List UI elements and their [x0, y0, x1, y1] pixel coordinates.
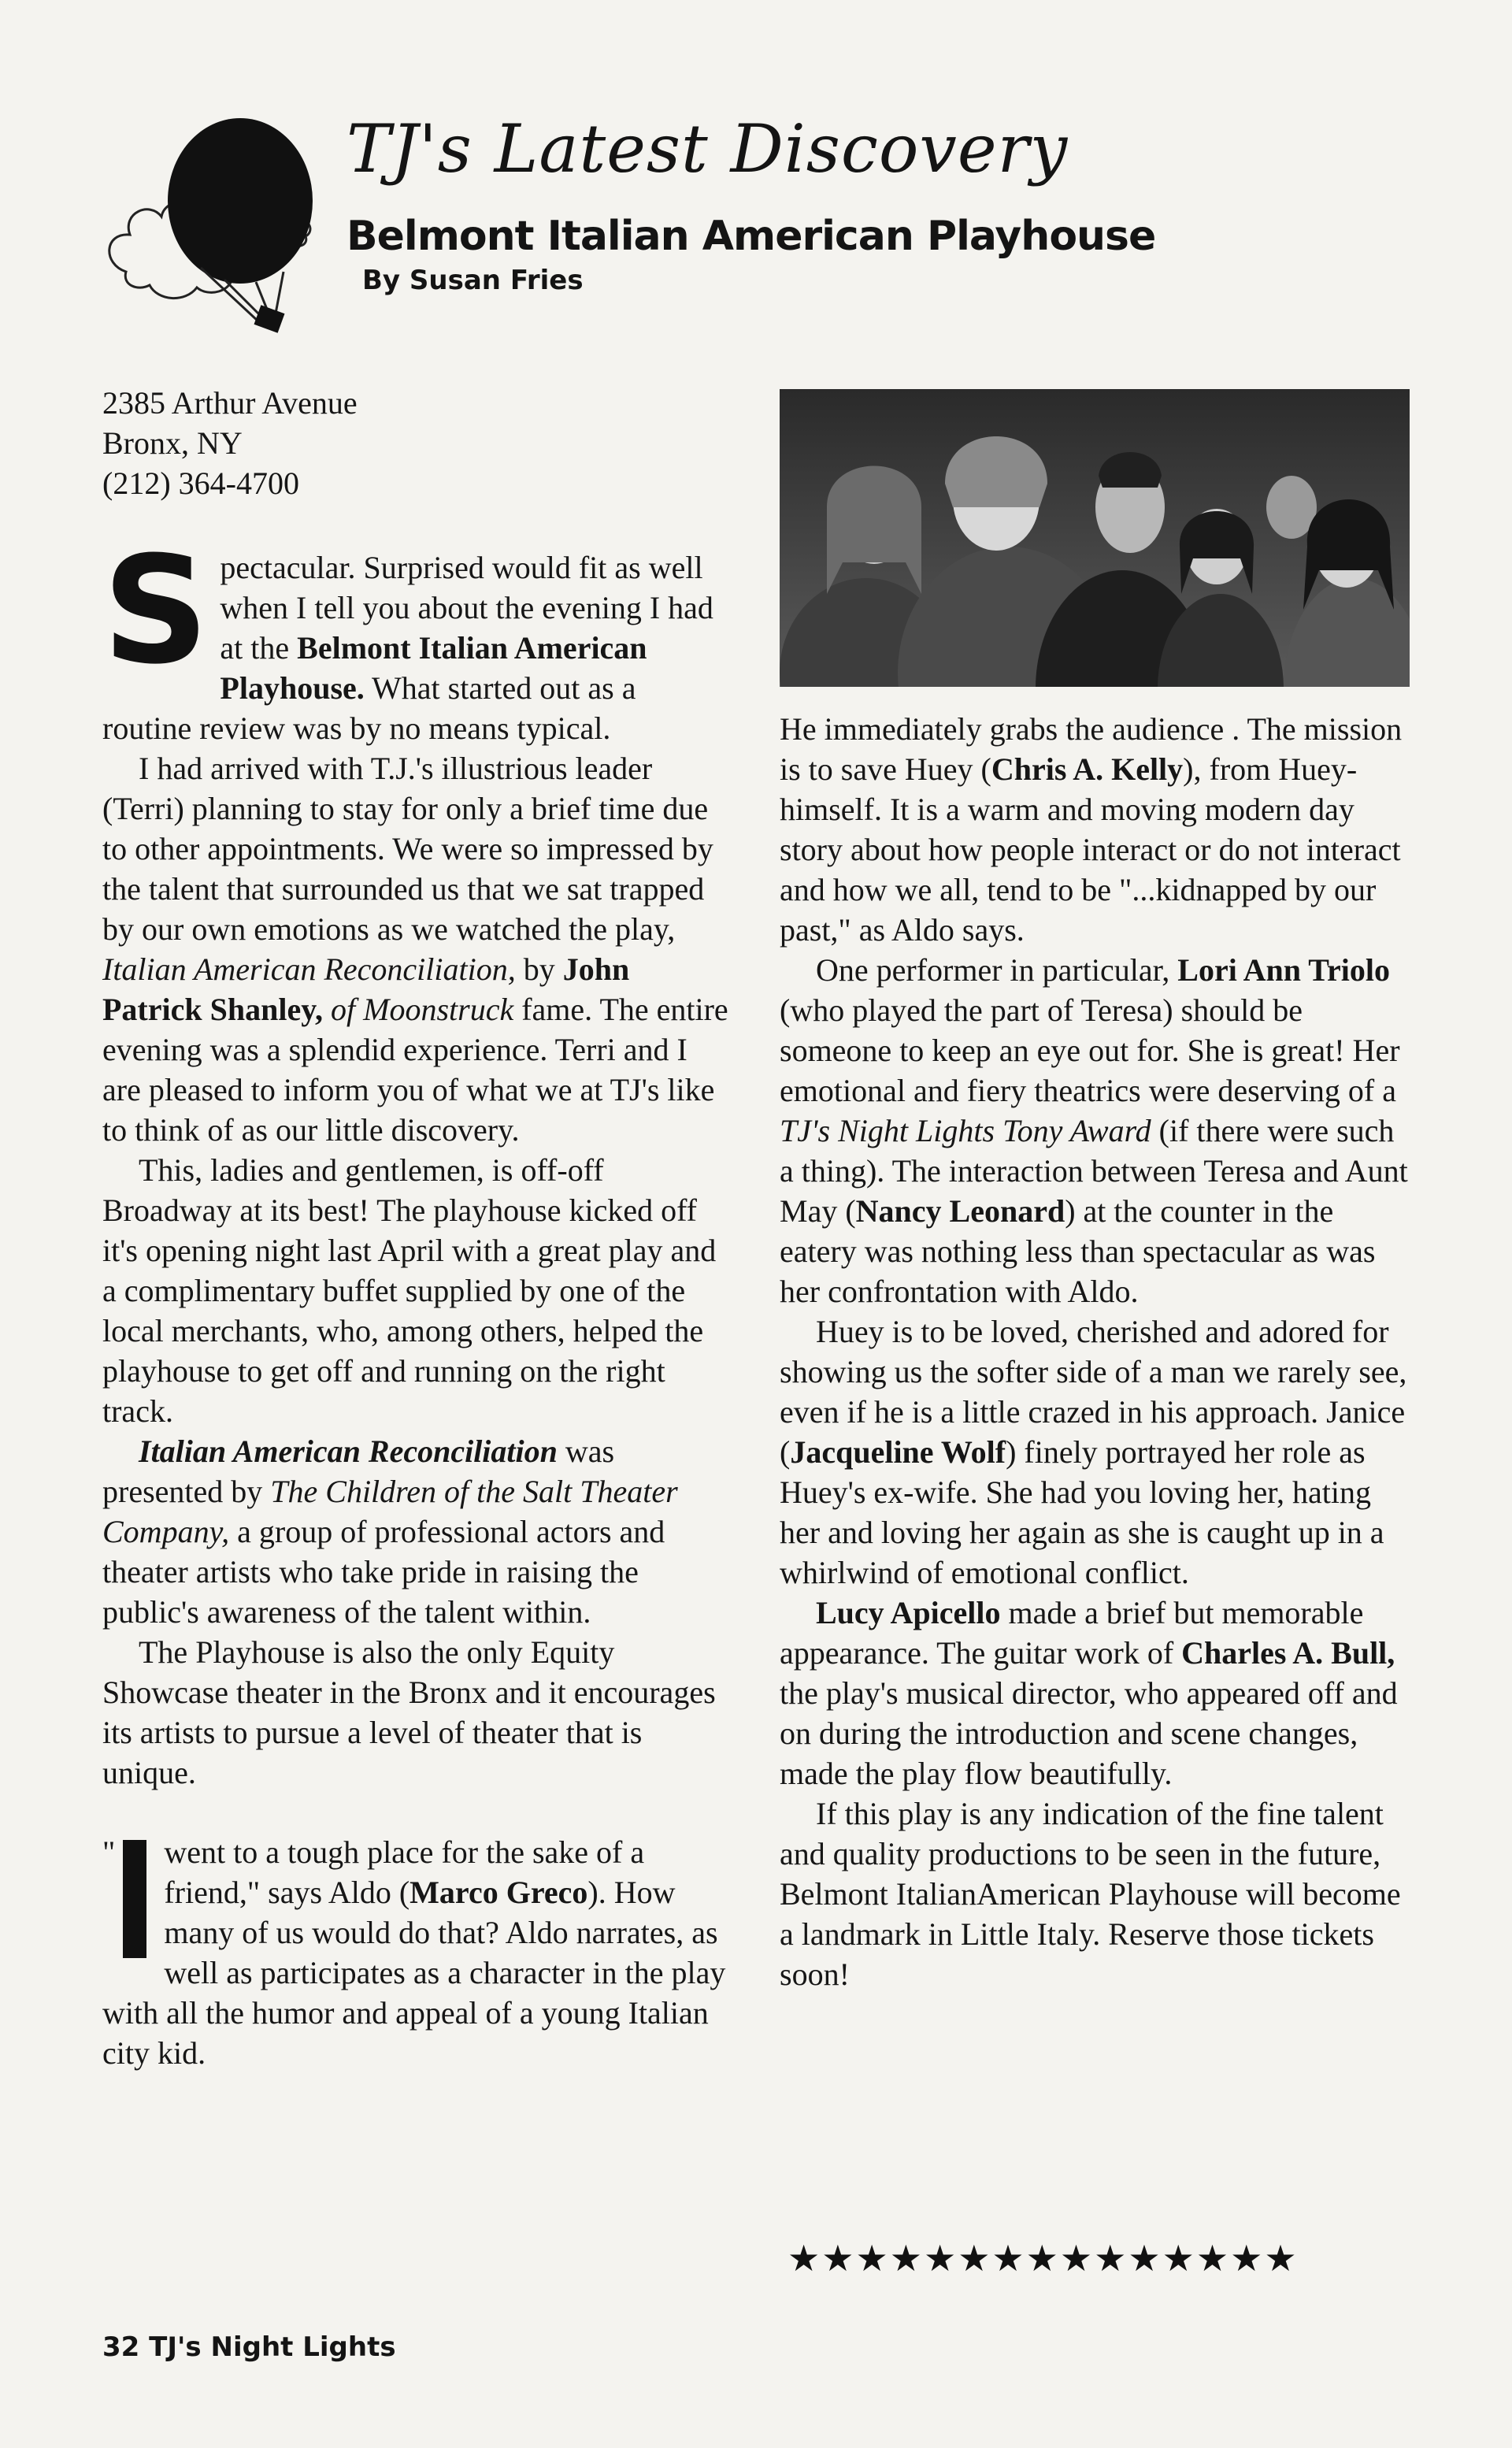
company-name: The Children of the Salt Theater Company,	[102, 1474, 678, 1549]
text-span: made a brief but memorable appearance. The guitar work of	[780, 1595, 1364, 1671]
address-street: 2385 Arthur Avenue	[102, 385, 358, 421]
text-span: a group of professional actors and theater artists who take pride in raising the public's awareness of the talent within.	[102, 1514, 665, 1630]
text-span: fame. The entire evening was a splendid experience. Terri and I are pleased to inform you of what we at TJ's like to think of as our little discovery.	[102, 992, 728, 1148]
text-span	[323, 992, 331, 1027]
paragraph-11: If this play is any indication of the fine talent and quality productions to be seen in the future, Belmont ItalianAmerican Playhouse will become a landmark in Little Italy. Reserve those tickets soon!	[780, 1796, 1401, 1992]
text-span: He immediately grabs the audience . The mission is to save Huey (	[780, 711, 1403, 787]
article-byline: By Susan Fries	[362, 265, 584, 296]
text-span: ) at the counter in the eatery was nothing less than spectacular as was her confrontation with Aldo.	[780, 1193, 1376, 1309]
paragraph-5: The Playhouse is also the only Equity Showcase theater in the Bronx and it encourages its artists to pursue a level of theater that is unique.	[102, 1634, 716, 1790]
paragraph-6	[102, 1832, 732, 2073]
star-rating-row: ★★★★★★★★★★★★★★★	[788, 2237, 1299, 2279]
drop-cap-i	[123, 1840, 146, 1958]
text-span: (if there were such a thing). The interaction between Teresa and Aunt May (	[780, 1113, 1408, 1229]
article-title: TJ's Latest Discovery	[346, 110, 1069, 187]
paragraph-8	[780, 950, 1410, 1311]
address-phone: (212) 364-4700	[102, 465, 299, 501]
text-span: was presented by	[102, 1434, 615, 1509]
paragraph-9	[780, 1311, 1410, 1593]
text-span: by	[515, 951, 563, 987]
cast-photo	[780, 389, 1410, 687]
actor-name: Nancy Leonard	[855, 1193, 1065, 1229]
actor-name: Lori Ann Triolo	[1177, 952, 1390, 988]
text-span: the play's musical director, who appeared off and on during the introduction and scene changes, made the play flow beautifully.	[780, 1675, 1398, 1791]
text-span: ), from Huey-himself. It is a warm and moving modern day story about how people interact or do not interact and how we all, tend to be "...kidnapped by our past," as Aldo says.	[780, 751, 1401, 948]
text-span: ). How many of us would do that? Aldo narrates, as well as participates as a character in the play with all the humor and appeal of a young Italian city kid.	[102, 1875, 726, 2071]
text-span: (who played the part of Teresa) should be someone to keep an eye out for. She is great! Her emotional and fiery theatrics were deserving of a	[780, 992, 1400, 1108]
right-column	[780, 709, 1410, 1994]
venue-address	[102, 383, 732, 503]
paragraph-4	[102, 1431, 732, 1632]
paragraph-1	[102, 525, 732, 748]
film-title: of Moonstruck	[331, 992, 514, 1027]
play-title: Italian American Reconciliation,	[102, 951, 516, 987]
musician-name: Charles A. Bull,	[1181, 1635, 1395, 1671]
text-span: One performer in particular,	[816, 952, 1178, 988]
text-span: went to a tough place for the sake of a friend," says Aldo (	[164, 1834, 645, 1910]
actor-name: Jacqueline Wolf	[790, 1434, 1006, 1470]
paragraph-2	[102, 748, 732, 1150]
venue-name: Belmont Italian American Playhouse.	[220, 630, 647, 706]
publication-name: TJ's Night Lights	[149, 2331, 396, 2363]
playwright-name: John Patrick Shanley,	[102, 951, 630, 1027]
paragraph-3: This, ladies and gentlemen, is off-off Broadway at its best! The playhouse kicked off it's opening night last April with a great play and a complimentary buffet supplied by one of the local merchants, who, among others, helped the playhouse to get off and running on the right track.	[102, 1152, 717, 1429]
page-footer	[102, 2331, 396, 2363]
hot-air-balloon-logo	[94, 102, 354, 339]
text-span: pectacular. Surprised would fit as well when I tell you about the evening I had at the	[220, 550, 713, 666]
actor-name: Chris A. Kelly	[991, 751, 1184, 787]
open-quote: "	[102, 1834, 116, 1870]
text-span: What started out as a routine review was by no means typical.	[102, 670, 636, 746]
article-subtitle: Belmont Italian American Playhouse	[346, 213, 1156, 260]
play-title: Italian American Reconciliation	[139, 1434, 558, 1469]
actor-name: Lucy Apicello	[816, 1595, 1001, 1630]
actor-name: Marco Greco	[410, 1875, 588, 1910]
award-name: TJ's Night Lights Tony Award	[780, 1113, 1151, 1148]
text-span: I had arrived with T.J.'s illustrious leader (Terri) planning to stay for only a brief time due to other appointments. We were so impressed by the talent that surrounded us that we sat trapped by our own emotions as we watched the play,	[102, 751, 713, 947]
page-number: 32	[102, 2331, 140, 2363]
address-city: Bronx, NY	[102, 425, 243, 461]
text-span: ) finely portrayed her role as Huey's ex-wife. She had you loving her, hating her and loving her again as she is caught up in a whirlwind of emotional conflict.	[780, 1434, 1384, 1590]
text-span: Huey is to be loved, cherished and adored for showing us the softer side of a man we rarely see, even if he is a little crazed in his approach. Janice (	[780, 1314, 1407, 1470]
drop-cap-s: S	[102, 525, 209, 697]
left-column	[102, 383, 732, 2073]
paragraph-7	[780, 709, 1410, 950]
paragraph-10	[780, 1593, 1410, 1793]
